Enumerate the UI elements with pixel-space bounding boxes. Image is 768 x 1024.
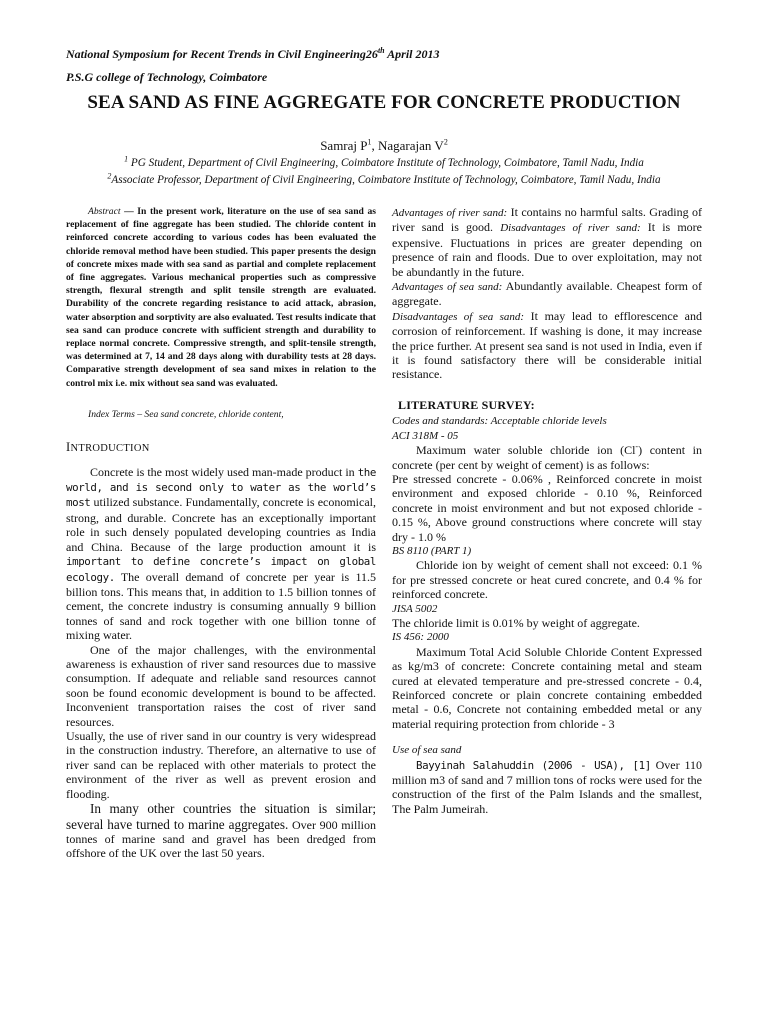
intro-paragraph-3: Usually, the use of river sand in our country is very widespread in the construction industry. Therefore, an alternative to use of river sand can be replaced with other materials to protect the environment of the river as well as prevent erosion and flooding. <box>66 728 376 801</box>
conference-header: National Symposium for Recent Trends in Civil Engineering26th April 2013 <box>66 46 440 61</box>
use-of-sea-sand-text: Bayyinah Salahuddin (2006 - USA), [1] Over 110 million m3 of sand and 7 million tons of rocks were used for the construction of the first of the Palm Islands and the smallest, The Palm Jumeirah. <box>392 757 702 816</box>
aci-code: ACI 318M - 05 <box>392 429 459 442</box>
affiliation-2: $^2$Associate Professor, Department of Civil Engineering, Coimbatore Institute of Technology, Coimbatore, Tamil Nadu, India <box>107 171 661 186</box>
intro-paragraph-4: In many other countries the situation is similar; several have turned to marine aggregates. Over 900 million tonnes of marine sand and gravel has been dredged from offshore of the UK over the last 50 years. <box>66 801 376 861</box>
intro-paragraph-1: Concrete is the most widely used man-made product in the world, and is second only to water as the world’s most utilized substance. Fundamentally, concrete is economical, strong, and durable. Concrete has an exceptionally important role in such densely populated developing countries as India and China. Because of the large production amount it is important to define concrete’s impact on global ecology. The overall demand of concrete per year is 11.5 billion tons. This means that, in addition to 1.5 billion tonnes of cement, the concrete industry is consuming annually 9 billion tonnes of sand and rock together with one billion tonne of mixing water. <box>66 464 376 643</box>
bs-text: Chloride ion by weight of cement shall not exceed: 0.1 % for pre stressed concrete or heat cured concrete, and 0.4 % for reinforced concrete. <box>392 558 702 602</box>
jisa-text: The chloride limit is 0.01% by weight of aggregate. <box>392 615 640 630</box>
bs-code: BS 8110 (PART 1) <box>392 544 472 557</box>
jisa-code: JISA 5002 <box>392 602 438 615</box>
sea-sand-advantages: Advantages of sea sand: Abundantly available. Cheapest form of aggregate. <box>392 279 702 309</box>
abstract: Abstract — In the present work, literature on the use of sea sand as replacement of fine aggregate has been studied. The chloride content in reinforced concrete according to various codes has been evaluated the chloride removal method have been studied. This paper presents the design of concrete mixes made with sea sand as partial and complete replacement of fine aggregates. Various mechanical properties such as compressive strength, flexural strength and split tensile strength are evaluated. Durability of the concrete regarding resistance to acid attack, abrasion, water absorption and sorptivity are also evaluated. Test results indicate that sea sand can produce concrete with sufficient strength and durability to replace normal concrete. Compressive strength, and split-tensile strength, was determined at 7, 14 and 28 days along with durability tests at 28 days. Comparative strength development of sea sand mixes in relation to the control mix i.e. mix without sea sand was evaluated. <box>66 206 376 389</box>
aci-text: Maximum water soluble chloride ion (Cl-) content in concrete (per cent by weight of cement) is as follows: <box>392 442 702 472</box>
codes-subheading: Codes and standards: Acceptable chloride levels <box>392 415 607 428</box>
intro-paragraph-2: One of the major challenges, with the environmental awareness is exhaustion of river sand resources due to massive consumption. If adequate and reliable sand resources cannot soon be found economic development is bound to be affected. Inconvenient transportation raises the cost of river sand resources. <box>66 642 376 729</box>
left-column <box>66 205 376 861</box>
literature-survey-heading: LITERATURE SURVEY: <box>398 397 535 412</box>
is-code: IS 456: 2000 <box>392 631 449 644</box>
river-sand-paragraph: Advantages of river sand: It contains no harmful salts. Grading of river sand is good. Disadvantages of river sand: It is more expensive. Fluctuations in prices are greater depending on presence of rain and floods. Due to over exploitation, may not be abundantly in the future. <box>392 205 703 279</box>
college-header: P.S.G college of Technology, Coimbatore <box>66 70 268 84</box>
index-terms: Index Terms – Sea sand concrete, chloride content, <box>88 408 284 420</box>
use-of-sea-sand-subheading: Use of sea sand <box>392 744 462 757</box>
spacer <box>392 731 702 743</box>
aci-values: Pre stressed concrete - 0.06% , Reinforced concrete in moist environment and exposed chloride - 0.10 %, Reinforced concrete in moist environment and but not exposed chloride - 0.15 %, Above ground constructions where concrete will stay dry - 1.0 % <box>392 471 702 544</box>
affiliation-1: $^1$ PG Student, Department of Civil Engineering, Coimbatore Institute of Technology, Coimbatore, Tamil Nadu, India <box>124 154 644 169</box>
is-text: Maximum Total Acid Soluble Chloride Content Expressed as kg/m3 of concrete: Concrete containing metal and steam cured at elevated temperature and pre-stressed concrete - 0.4, Reinforced concrete or plain concrete containing embedded metal - 0.6, Concrete not containing embedded metal or any material requiring protection from chloride - 3 <box>392 644 702 731</box>
introduction-heading: INTRODUCTION <box>66 440 150 455</box>
authors: Samraj $P^1$, Nagarajan $V^2$ <box>320 137 448 153</box>
sea-sand-disadvantages: Disadvantages of sea sand: It may lead to efflorescence and corrosion of reinforcement. If washing is done, it may increase the price further. At present sea sand is not used in India, even if it is found satisfactory there will be considerable initial resistance. <box>392 308 702 382</box>
right-column <box>392 205 702 816</box>
paper-title: SEA SAND AS FINE AGGREGATE FOR CONCRETE PRODUCTION <box>87 92 681 113</box>
